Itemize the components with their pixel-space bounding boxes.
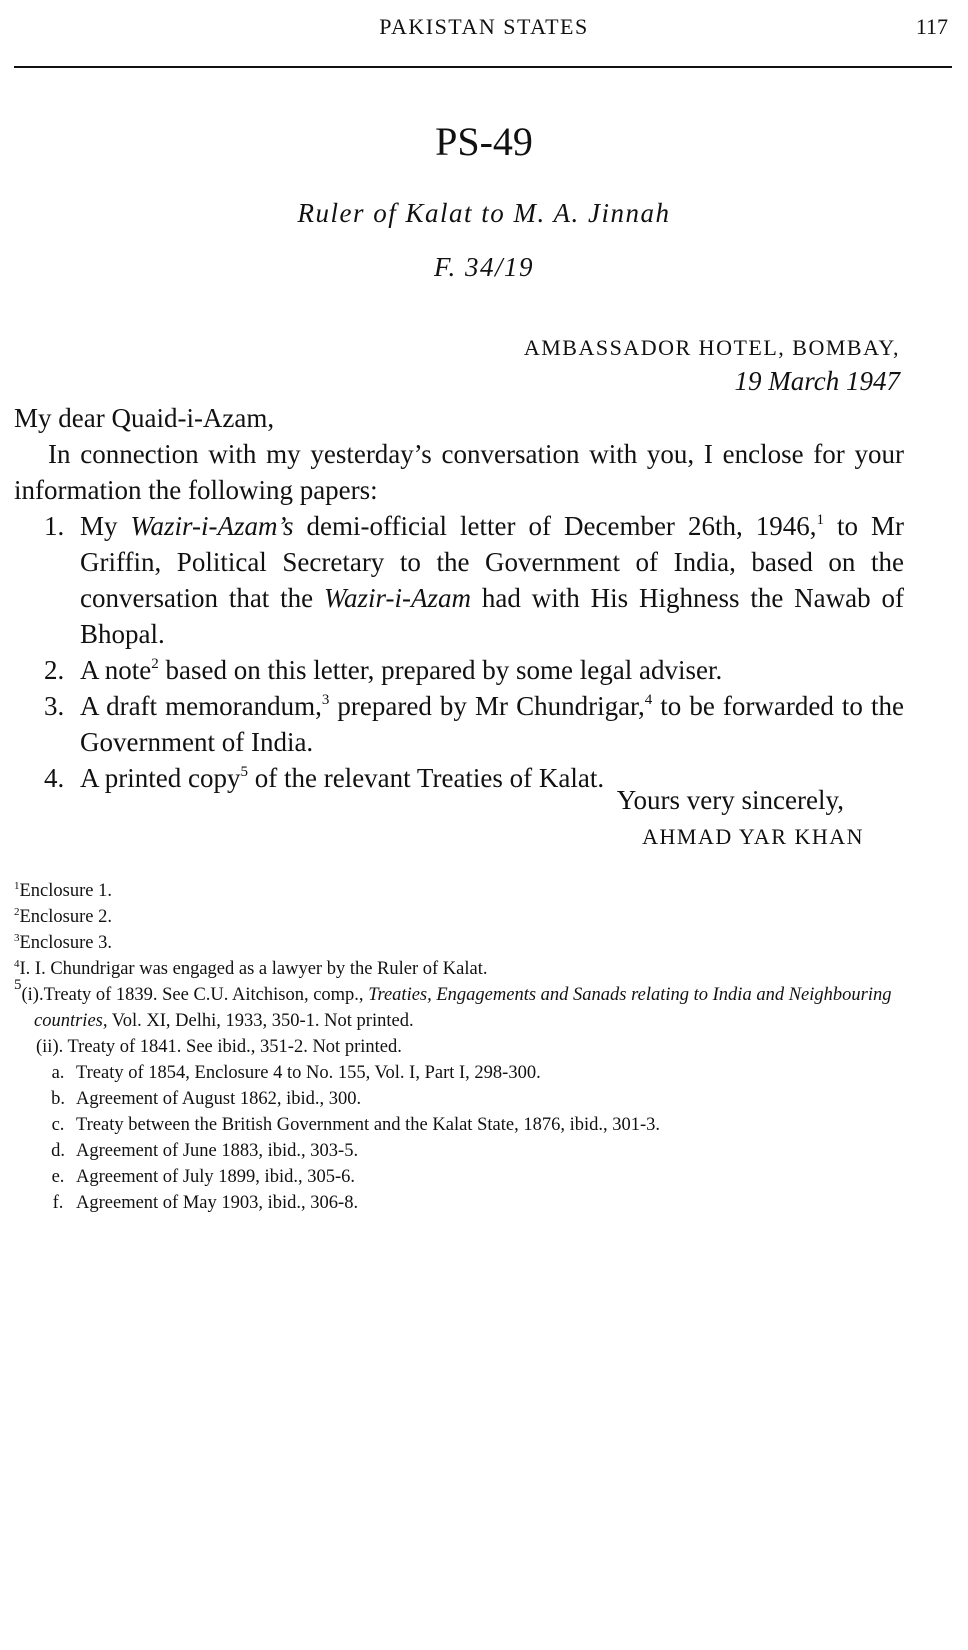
closing: Yours very sincerely, — [616, 785, 844, 815]
subitem-text: Agreement of July 1899, ibid., 305-6. — [76, 1167, 355, 1187]
footnote-ref: 3 — [321, 692, 330, 708]
list-item-number: 1. — [44, 511, 65, 541]
footnote-subitem — [14, 1112, 914, 1138]
document-reference: F. 34/19 — [433, 252, 534, 282]
letter-body — [14, 400, 904, 796]
footnote-text: (i).Treaty of 1839. See C.U. Aitchison, comp., — [21, 985, 369, 1005]
list-item-text — [80, 763, 604, 793]
footnote-subitem — [14, 1164, 914, 1190]
footnote-mark: 2 — [14, 906, 20, 918]
text-run: A note — [80, 655, 152, 685]
header-rule — [14, 66, 952, 68]
text-run: Wazir-i-Azam’s — [130, 511, 294, 541]
subitem-label: c. — [51, 1115, 65, 1135]
footnote-mark: 5 — [14, 977, 22, 993]
page-number: 117 — [915, 14, 948, 39]
list-item-text — [80, 655, 722, 685]
text-run: A draft memorandum, — [80, 691, 322, 721]
footnote-text: Enclosure 2. — [19, 907, 112, 927]
subitem-label: d. — [51, 1141, 65, 1161]
list-item — [14, 508, 904, 652]
running-head — [0, 14, 968, 46]
list-item-text — [80, 691, 904, 757]
footnote-ref: 1 — [816, 512, 824, 528]
footnote — [14, 977, 914, 1034]
text-run: prepared by Mr Chundrigar, — [329, 691, 645, 721]
text-run: demi-official letter of December 26th, 1946, — [293, 511, 817, 541]
footnote-subitem: (ii). Treaty of 1841. See ibid., 351-2. Not printed. — [36, 1037, 402, 1057]
list-item — [14, 688, 904, 760]
letter-date: 19 March 1947 — [734, 366, 900, 396]
subitem-text: Agreement of June 1883, ibid., 303-5. — [76, 1141, 359, 1161]
list-item-text — [80, 511, 904, 649]
list-item-number: 3. — [44, 691, 65, 721]
footnote-subitem — [14, 1086, 914, 1112]
text-run: A printed copy — [80, 763, 241, 793]
footnote-mark: 3 — [14, 932, 20, 944]
text-run: had with His Highness the Nawab of Bhopal. — [80, 583, 904, 649]
text-run: My — [80, 511, 131, 541]
footnote — [14, 956, 914, 982]
text-run: of the relevant Treaties of Kalat. — [247, 763, 605, 793]
text-run: to be forwarded to the Government of India. — [80, 691, 904, 757]
text-run: to Mr Griffin, Political Secretary to the Government of India, based on the conversation that the — [80, 511, 905, 613]
subitem-label: f. — [52, 1193, 64, 1213]
subitem-label: b. — [51, 1089, 65, 1109]
footnote-ref: 4 — [644, 692, 653, 708]
intro-paragraph: In connection with my yesterday’s conversation with you, I enclose for your information the following papers: — [14, 439, 904, 505]
list-item-number: 2. — [44, 655, 65, 685]
footnote-text: I. I. Chundrigar was engaged as a lawyer by the Ruler of Kalat. — [19, 959, 488, 979]
footnote-text: Vol. XI, Delhi, 1933, 350-1. Not printed. — [107, 1011, 414, 1031]
footnote-book-title: Treaties, Engagements and Sanads relating to India and Neighbouring countries, — [34, 985, 892, 1031]
footnote-ref: 5 — [240, 764, 248, 780]
document-subtitle: Ruler of Kalat to M. A. Jinnah — [297, 198, 671, 228]
signature: AHMAD YAR KHAN — [642, 824, 864, 849]
subitem-label: e. — [51, 1167, 65, 1187]
subitem-text: Treaty of 1854, Enclosure 4 to No. 155, Vol. I, Part I, 298-300. — [76, 1063, 541, 1083]
subitem-text: Agreement of May 1903, ibid., 306-8. — [76, 1193, 359, 1213]
footnote-subitem — [14, 1060, 914, 1086]
footnotes — [14, 878, 914, 1216]
list-item-number: 4. — [44, 763, 65, 793]
list-item — [14, 652, 904, 688]
footnote-subitem — [14, 1190, 914, 1216]
text-run: based on this letter, prepared by some legal adviser. — [158, 655, 723, 685]
salutation: My dear Quaid-i-Azam, — [14, 403, 275, 433]
document-number: PS-49 — [435, 119, 533, 164]
sender-address: AMBASSADOR HOTEL, BOMBAY, — [523, 335, 900, 360]
text-run: Wazir-i-Azam — [324, 583, 472, 613]
running-title: PAKISTAN STATES — [379, 14, 589, 39]
footnote-subitem — [14, 1138, 914, 1164]
footnote-text: Enclosure 3. — [19, 933, 112, 953]
enclosure-list — [14, 508, 904, 796]
footnote — [14, 904, 914, 930]
subitem-text: Treaty between the British Government and the Kalat State, 1876, ibid., 301-3. — [76, 1115, 661, 1135]
subitem-label: a. — [51, 1063, 65, 1083]
footnote-text: Enclosure 1. — [19, 881, 112, 901]
footnote-mark: 1 — [14, 880, 20, 892]
footnote-mark: 4 — [14, 958, 20, 970]
footnote — [14, 878, 914, 904]
footnote — [14, 930, 914, 956]
subitem-text: Agreement of August 1862, ibid., 300. — [76, 1089, 362, 1109]
footnote-ref: 2 — [151, 656, 159, 672]
